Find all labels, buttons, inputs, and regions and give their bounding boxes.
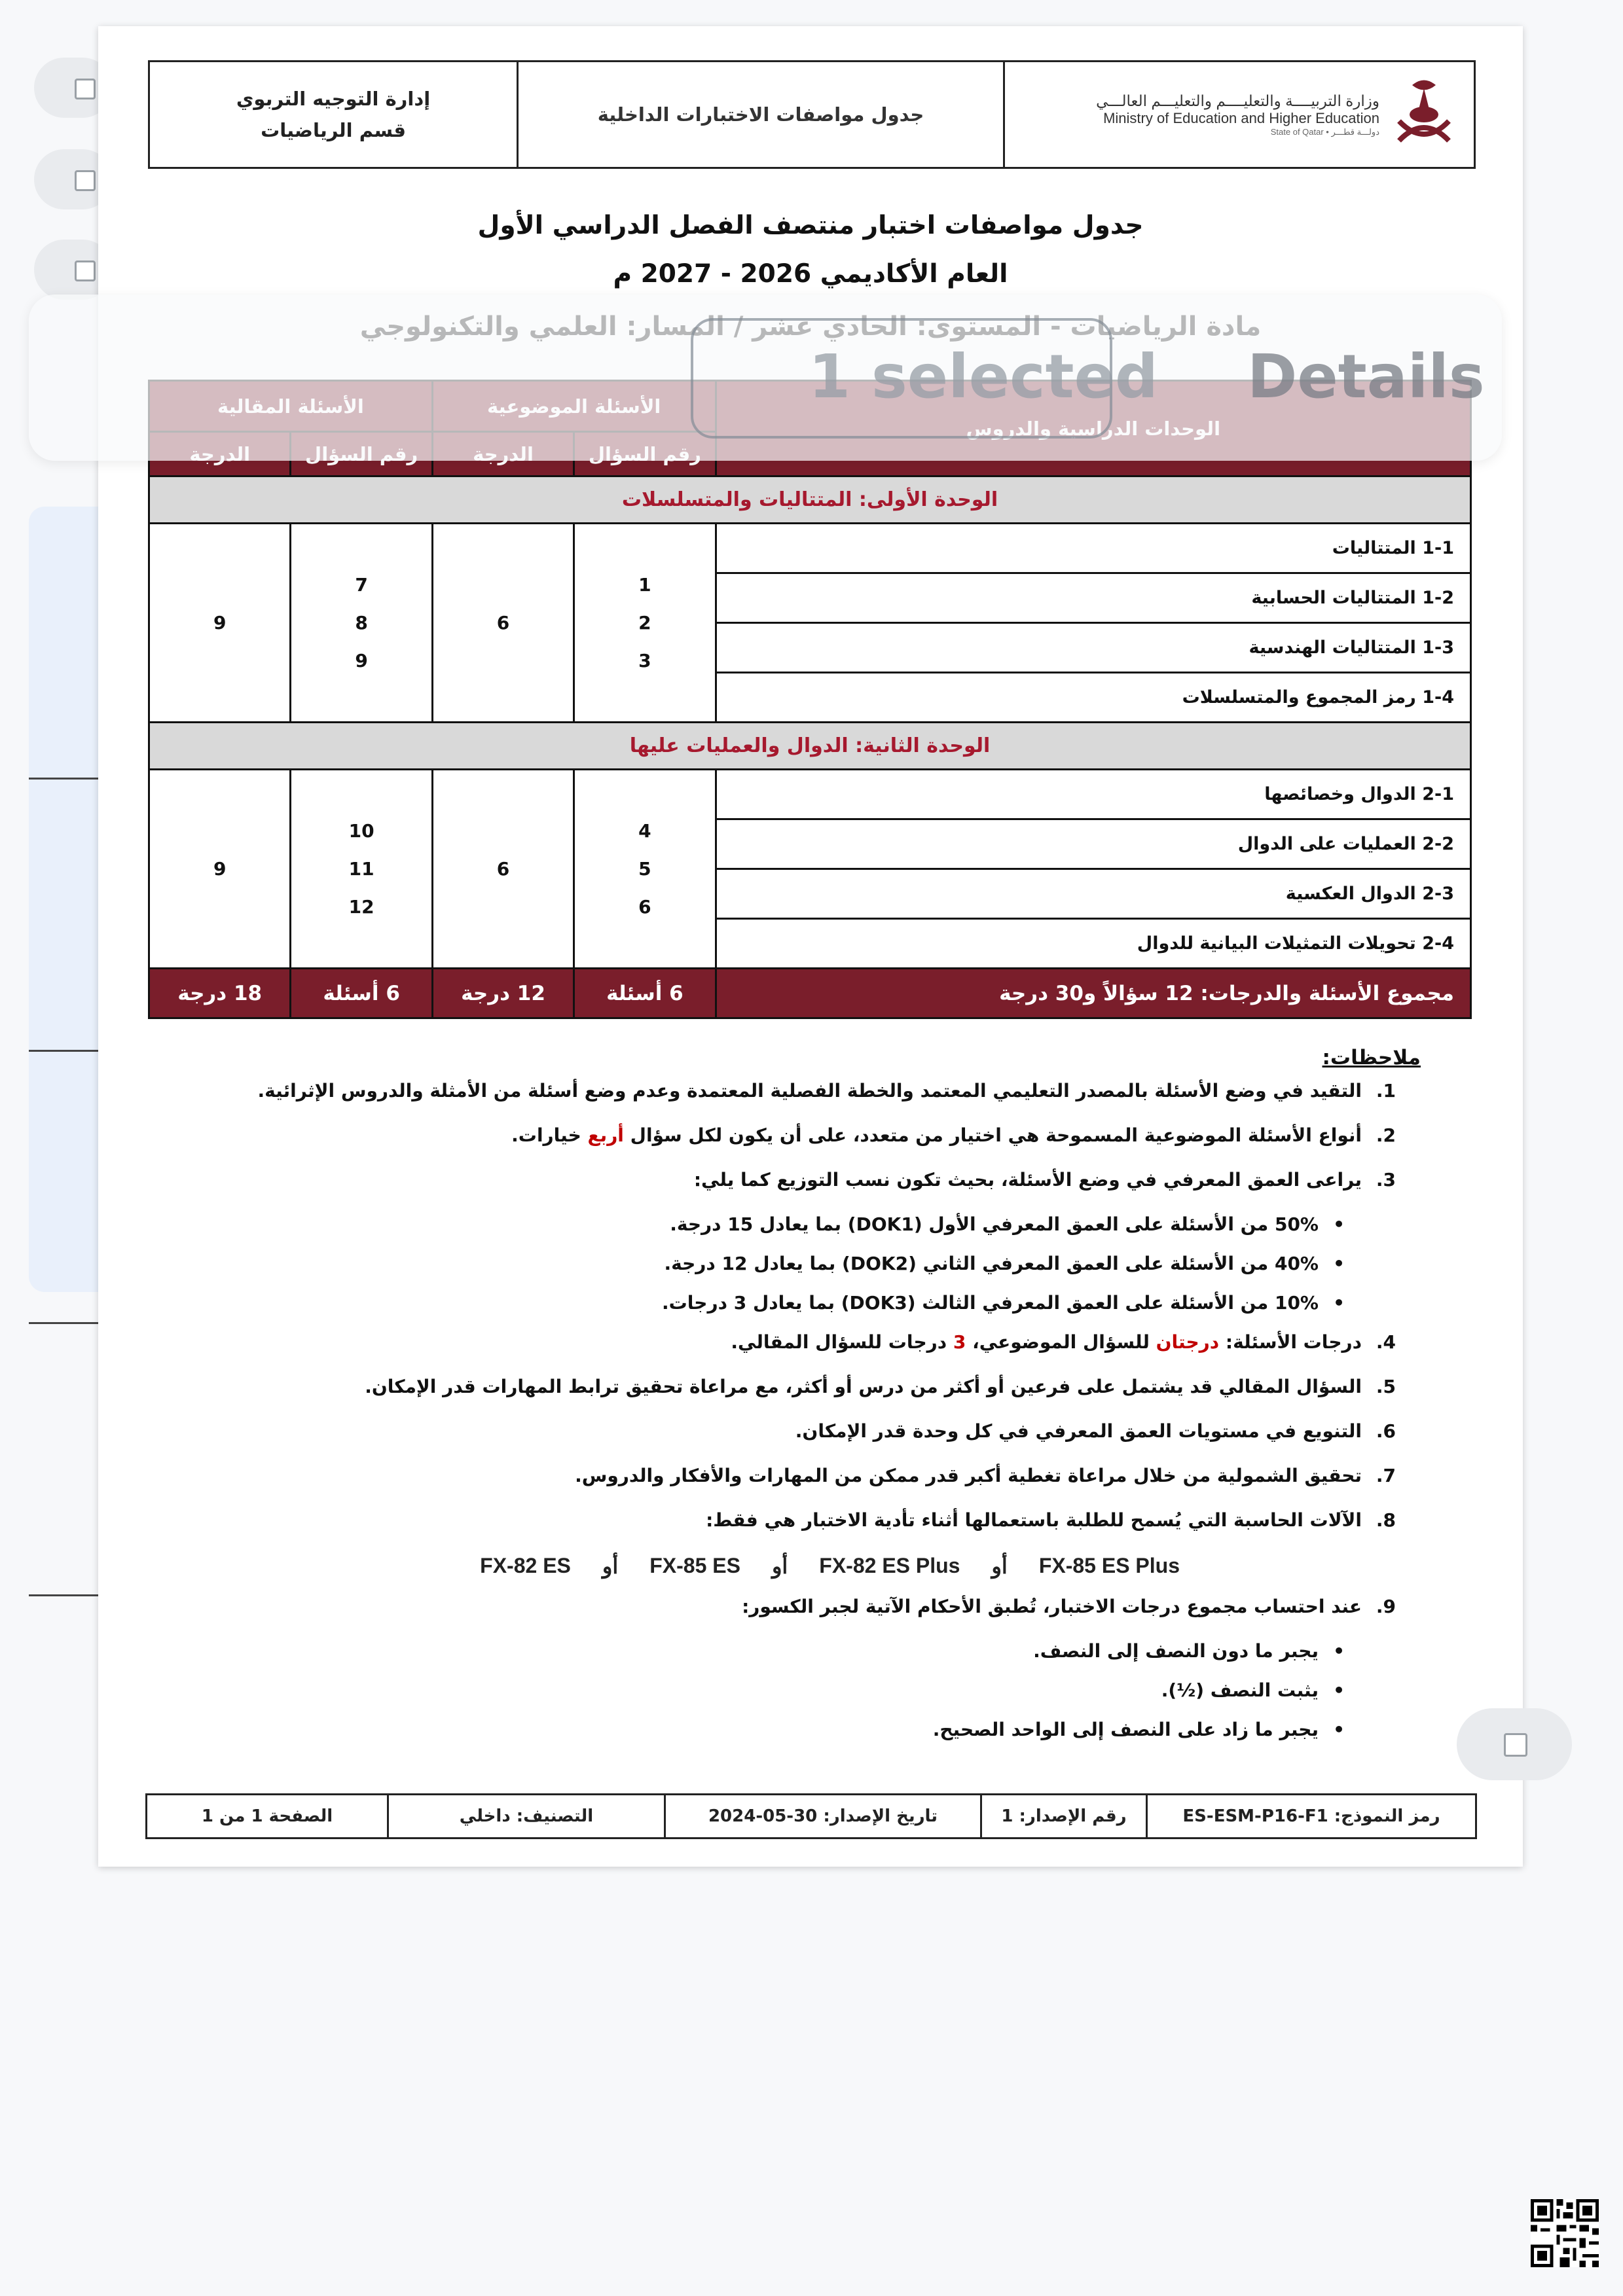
version-number: رقم الإصدار: 1 (982, 1795, 1148, 1837)
notes-list (152, 1080, 1396, 1758)
note-item: .3 يراعى العمق المعرفي في وضع الأسئلة، بحيث تكون نسب التوزيع كما يلي: (693, 1169, 1396, 1191)
question-number: 9 (355, 649, 368, 672)
lesson-row: 1-3 المتتاليات الهندسية (716, 623, 1470, 673)
question-number: 10 (348, 819, 374, 842)
document-header (148, 60, 1476, 169)
total-essay-grade: 18 درجة (149, 969, 291, 1018)
classification: التصنيف: داخلي (389, 1795, 666, 1837)
essay-question-numbers (291, 770, 432, 969)
calculator-model: FX-82 ES (480, 1554, 571, 1577)
note-text: تحقيق الشمولية من خلال مراعاة تغطية أكبر قدر ممكن من المهارات والأفكار والدروس. (575, 1465, 1362, 1486)
bullet-text: يجبر ما زاد على النصف إلى الواحد الصحيح. (932, 1719, 1319, 1740)
ministry-name-en: Ministry of Education and Higher Education (1103, 109, 1379, 126)
checkbox-icon (1504, 1733, 1527, 1757)
lesson-row: 1-4 رمز المجموع والمتسلسلات (716, 673, 1470, 723)
objective-grade: 6 (432, 770, 574, 969)
bullet-text: 10% من الأسئلة على العمق المعرفي الثالث (DOK3) بما يعادل 3 درجات. (662, 1292, 1319, 1314)
note-bullet: • 40% من الأسئلة على العمق المعرفي الثاني (DOK2) بما يعادل 12 درجة. (664, 1253, 1345, 1274)
objective-question-numbers (574, 770, 716, 969)
total-objective-grade: 12 درجة (432, 969, 574, 1018)
note-highlight: درجتان (1156, 1331, 1220, 1353)
question-number: 12 (348, 895, 374, 918)
note-item: .2 أنواع الأسئلة الموضوعية المسموحة هي اختيار من متعدد، على أن يكون لكل سؤال أربع خيارات. (511, 1124, 1396, 1146)
essay-question-numbers (291, 524, 432, 723)
note-text-part: أنواع الأسئلة الموضوعية المسموحة هي اختيار من متعدد، على أن يكون لكل سؤال (630, 1124, 1362, 1146)
left-divider (29, 1050, 107, 1052)
form-code: رمز النموذج: ES-ESM-P16-F1 (1182, 1806, 1440, 1826)
question-number: 7 (355, 573, 368, 596)
separator-or: أو (602, 1554, 619, 1578)
left-divider (29, 778, 107, 780)
note-text-part: درجات للسؤال المقالي. (731, 1331, 947, 1353)
lesson-row: 2-4 تحويلات التمثيلات البيانية للدوال (716, 919, 1470, 969)
note-bullet: • يجبر ما دون النصف إلى النصف. (1033, 1640, 1345, 1662)
total-objective-questions: 6 أسئلة (574, 969, 716, 1018)
note-text (731, 1331, 1362, 1353)
note-item: .6 التنويع في مستويات العمق المعرفي في كل وحدة قدر الإمكان. (795, 1420, 1396, 1442)
note-item: .7 تحقيق الشمولية من خلال مراعاة تغطية أكبر قدر ممكن من المهارات والأفكار والدروس. (575, 1465, 1396, 1486)
document-title: جدول مواصفات اختبار منتصف الفصل الدراسي الأول (477, 211, 1144, 240)
section-name: قسم الرياضيات (261, 119, 406, 141)
notes-heading: ملاحظات: (1322, 1046, 1421, 1069)
bullet-text: يثبت النصف (½). (1161, 1679, 1319, 1701)
objective-question-numbers (574, 524, 716, 723)
note-item: .8 الآلات الحاسبة التي يُسمح للطلبة باستعمالها أثناء تأدية الاختبار هي فقط: (706, 1509, 1396, 1531)
note-text: يراعى العمق المعرفي في وضع الأسئلة، بحيث تكون نسب التوزيع كما يلي: (693, 1169, 1362, 1191)
note-bullet: • يثبت النصف (½). (1161, 1679, 1345, 1701)
qr-code-icon (1531, 2199, 1599, 2267)
note-text: التقيد في وضع الأسئلة بالمصدر التعليمي المعتمد والخطة الفصلية المعتمدة وعدم وضع أسئلة من الأمثلة والدروس الإثرائية. (257, 1080, 1362, 1102)
ministry-name-ar: وزارة التربيــــة والتعليــــم والتعليـــم العالـــي (1096, 92, 1379, 109)
page-number: الصفحة 1 من 1 (147, 1795, 389, 1837)
issue-date: تاريخ الإصدار: 30-05-2024 (666, 1795, 982, 1837)
question-number: 8 (355, 611, 368, 634)
ministry-text (1096, 92, 1379, 137)
lesson-row: 2-3 الدوال العكسية (716, 869, 1470, 919)
left-divider (29, 1322, 107, 1324)
details-button[interactable]: Details (1247, 342, 1485, 412)
lesson-row: 2-2 العمليات على الدوال (716, 819, 1470, 869)
question-number: 6 (638, 895, 651, 918)
question-number: 4 (638, 819, 651, 842)
specification-table (148, 380, 1472, 1019)
question-number: 5 (638, 857, 651, 880)
calculator-model: FX-85 ES Plus (1038, 1554, 1180, 1577)
note-item: .9 عند احتساب مجموع درجات الاختبار، تُطبق الأحكام الآتية لجبر الكسور: (742, 1596, 1396, 1617)
note-bullet: • 10% من الأسئلة على العمق المعرفي الثالث (DOK3) بما يعادل 3 درجات. (662, 1292, 1345, 1314)
note-item: .5 السؤال المقالي قد يشتمل على فرعين أو أكثر من درس أو أكثر، مع مراعاة تحقيق ترابط المهارات قدر الإمكان. (365, 1376, 1396, 1397)
selection-count-label: 1 selected (809, 342, 1158, 412)
ministry-subtitle: State of Qatar • دولـــة قطـــر (1270, 126, 1379, 137)
checkbox-icon (75, 260, 96, 281)
note-text-part: للسؤال الموضوعي، (972, 1331, 1150, 1353)
note-highlight: 3 (953, 1331, 966, 1353)
unit-title: الوحدة الثانية: الدوال والعمليات عليها (149, 723, 1471, 770)
question-number: 2 (638, 611, 651, 634)
calculator-model: FX-82 ES Plus (819, 1554, 960, 1577)
bullet-text: 40% من الأسئلة على العمق المعرفي الثاني (DOK2) بما يعادل 12 درجة. (664, 1253, 1319, 1274)
left-divider (29, 1594, 107, 1596)
floating-action-button[interactable] (1457, 1708, 1572, 1780)
note-text (511, 1124, 1362, 1146)
note-text-part: خيارات. (511, 1124, 581, 1146)
separator-or: أو (771, 1554, 788, 1578)
lesson-row: 2-1 الدوال وخصائصها (716, 770, 1470, 819)
bullet-text: يجبر ما دون النصف إلى النصف. (1033, 1640, 1319, 1662)
ministry-emblem-icon (1393, 75, 1455, 154)
note-bullet: • يجبر ما زاد على النصف إلى الواحد الصحيح. (932, 1719, 1345, 1740)
question-number: 11 (348, 857, 374, 880)
lesson-row: 1-1 المتتاليات (716, 524, 1470, 573)
header-center-title: جدول مواصفات الاختبارات الداخلية (517, 62, 1003, 167)
ministry-cell (1003, 62, 1474, 167)
academic-year: العام الأكاديمي 2026 - 2027 م (613, 259, 1008, 289)
lesson-row: 1-2 المتتاليات الحسابية (716, 573, 1470, 623)
department-name: إدارة التوجيه التربوي (236, 88, 431, 110)
question-number: 1 (638, 573, 651, 596)
bullet-text: 50% من الأسئلة على العمق المعرفي الأول (DOK1) بما يعادل 15 درجة. (670, 1213, 1319, 1235)
unit-title: الوحدة الأولى: المتتاليات والمتسلسلات (149, 476, 1471, 524)
note-text: عند احتساب مجموع درجات الاختبار، تُطبق الأحكام الآتية لجبر الكسور: (742, 1596, 1362, 1617)
separator-or: أو (991, 1554, 1008, 1578)
objective-grade: 6 (432, 524, 574, 723)
checkbox-icon (75, 79, 96, 99)
question-number: 3 (638, 649, 651, 672)
note-text-part: درجات الأسئلة: (1225, 1331, 1362, 1353)
note-text: الآلات الحاسبة التي يُسمح للطلبة باستعمالها أثناء تأدية الاختبار هي فقط: (706, 1509, 1362, 1531)
note-bullet: • 50% من الأسئلة على العمق المعرفي الأول (DOK1) بما يعادل 15 درجة. (670, 1213, 1345, 1235)
note-text: التنويع في مستويات العمق المعرفي في كل وحدة قدر الإمكان. (795, 1420, 1362, 1442)
essay-grade: 9 (149, 770, 291, 969)
total-label: مجموع الأسئلة والدرجات: 12 سؤالاً و30 درجة (716, 969, 1470, 1018)
essay-grade: 9 (149, 524, 291, 723)
document-footer (145, 1793, 1477, 1839)
department-cell (150, 62, 517, 167)
note-item: .1 التقيد في وضع الأسئلة بالمصدر التعليمي المعتمد والخطة الفصلية المعتمدة وعدم وضع أسئلة من الأمثلة والدروس الإثرائية. (257, 1080, 1396, 1102)
checkbox-icon (75, 170, 96, 191)
calculator-models (152, 1554, 1396, 1596)
total-essay-questions: 6 أسئلة (291, 969, 432, 1018)
note-highlight: أربع (587, 1124, 624, 1146)
calculator-model: FX-85 ES (649, 1554, 740, 1577)
note-item: .4 درجات الأسئلة: درجتان للسؤال الموضوعي، 3 درجات للسؤال المقالي. (731, 1331, 1396, 1353)
note-text: السؤال المقالي قد يشتمل على فرعين أو أكثر من درس أو أكثر، مع مراعاة تحقيق ترابط المهارات قدر الإمكان. (365, 1376, 1362, 1397)
